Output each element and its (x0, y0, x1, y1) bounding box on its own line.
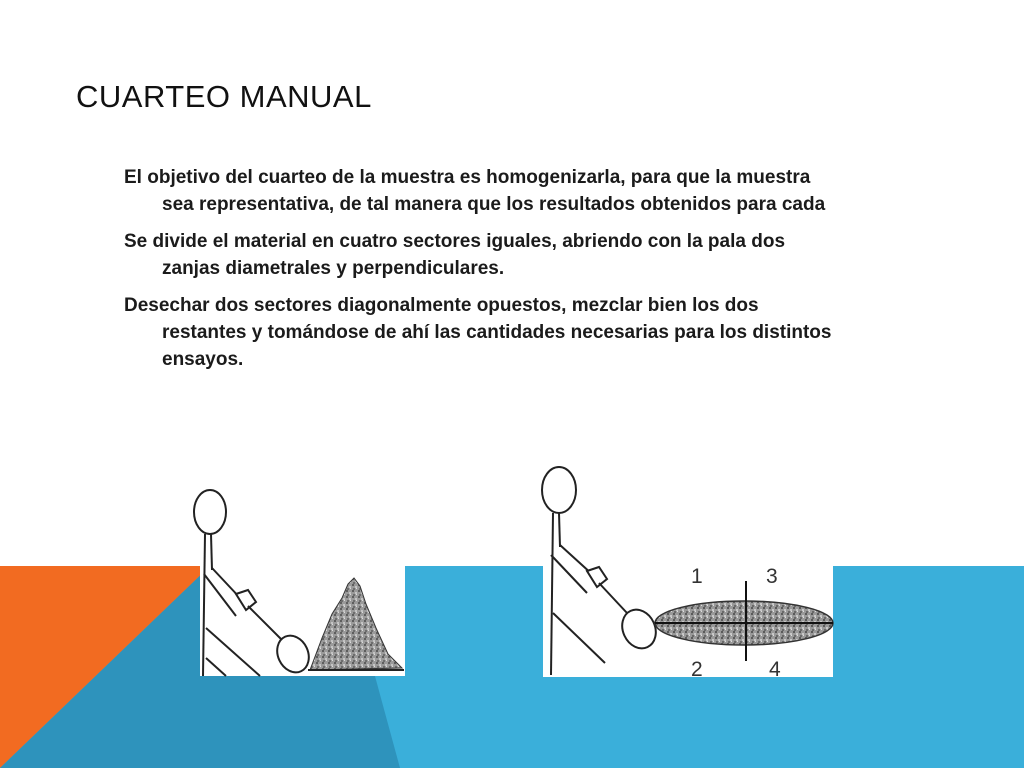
paragraph-discard: Desechar dos sectores diagonalmente opuestos, mezclar bien los dos restantes y tomándose de ahí las cantidades necesarias para los distintos ensayos. (124, 295, 832, 370)
figure-pile-illustration (190, 488, 410, 678)
sector-label-3: 3 (766, 565, 778, 588)
paragraph-objective: El objetivo del cuarteo de la muestra es homogenizarla, para que la muestra sea representativa, de tal manera que los resultados obtenidos para cada (124, 167, 826, 215)
sector-label-1: 1 (691, 565, 703, 588)
figure-quartering-illustration (535, 463, 835, 685)
person-head (194, 490, 226, 534)
person-head (542, 467, 576, 513)
slide-title: CUARTEO MANUAL (76, 79, 372, 114)
sector-label-2: 2 (691, 658, 703, 681)
sector-label-4: 4 (769, 658, 781, 681)
paragraph-divide: Se divide el material en cuatro sectores iguales, abriendo con la pala dos zanjas diametrales y perpendiculares. (124, 231, 786, 279)
bullet-list (124, 164, 844, 383)
